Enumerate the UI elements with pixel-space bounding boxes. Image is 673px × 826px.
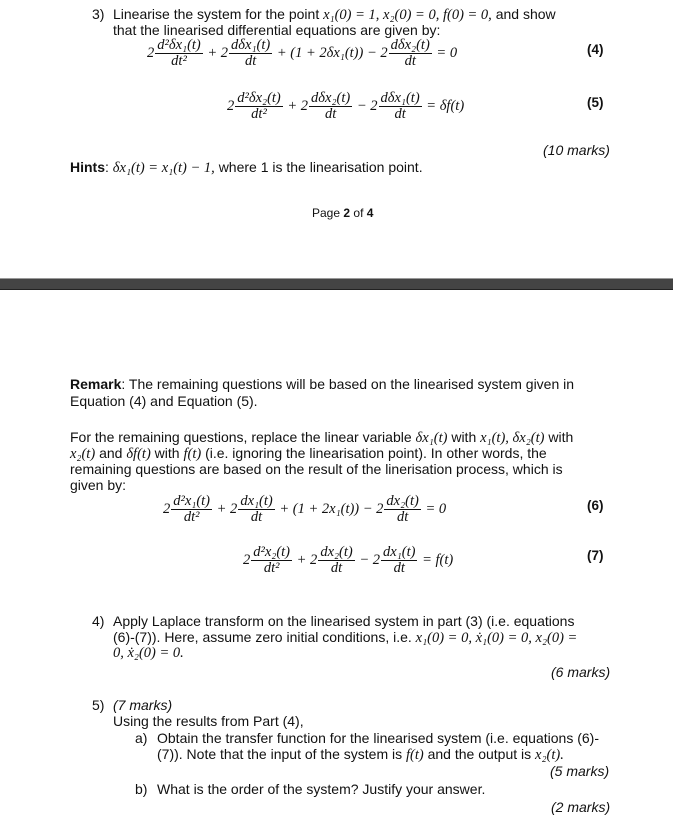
q5a-line2: [157, 746, 564, 764]
hint-math: δx₁(t) = x₁(t) − 1,: [112, 160, 215, 176]
equation-6: [163, 494, 446, 525]
para-l1c: with: [548, 429, 574, 445]
eq7-rhs: = f(t): [422, 551, 454, 568]
q5-intro: Using the results from Part (4),: [113, 713, 304, 729]
q5a-line2-text2: and the output is: [427, 746, 532, 762]
eq5-frac1-den: dt²: [251, 106, 267, 122]
eq6-rhs: = 0: [425, 500, 447, 517]
eq5-frac3-den: dt: [394, 106, 406, 122]
eq4-frac3-den: dt: [404, 53, 416, 69]
equation-4: [147, 38, 457, 69]
eq6-frac3-num: dx₂(t): [386, 493, 419, 509]
q5b-label: b): [135, 781, 148, 797]
eq7-frac1-num: d²x₂(t): [253, 544, 291, 560]
eq5-coef2: + 2: [287, 97, 309, 114]
q5-number: 5): [92, 697, 105, 713]
page-prefix: Page: [312, 206, 341, 220]
eq7-coef2: + 2: [296, 551, 318, 568]
eq6-frac2: [238, 494, 274, 525]
equation-5: [227, 91, 464, 122]
eq4-frac1-num: d²δx₁(t): [157, 37, 201, 53]
equation-7-number: (7): [587, 548, 604, 563]
eq7-frac2-num: dx₂(t): [320, 544, 353, 560]
page-number: [312, 205, 373, 222]
para-l2-math2: δf(t): [126, 446, 151, 462]
eq6-frac2-den: dt: [250, 509, 263, 525]
para-l1a: For the remaining questions, replace the linear variable: [70, 429, 412, 445]
para-l2-math1: x₂(t): [70, 446, 96, 462]
q3-line1-end: and show: [495, 6, 556, 22]
eq4-frac1-den: dt²: [171, 53, 187, 69]
para-line3: remaining questions are based on the result of the linerisation process, which is: [70, 461, 563, 477]
eq4-coef1: 2: [147, 44, 155, 61]
q4-number: 4): [92, 613, 105, 629]
remark-line1: [70, 376, 574, 393]
eq7-frac1-den: dt²: [263, 560, 280, 576]
remark-line2: Equation (4) and Equation (5).: [70, 393, 258, 409]
eq4-rhs: = 0: [436, 44, 458, 61]
q3-number: 3): [92, 6, 105, 22]
eq6-coef2: + 2: [216, 500, 238, 517]
eq5-rhs: = δf(t): [426, 97, 465, 114]
page-divider: [0, 278, 673, 290]
eq5-frac3: [379, 91, 422, 122]
eq7-frac3-den: dt: [393, 560, 405, 576]
para-l1-math1: δx₁(t): [415, 430, 448, 446]
q3-line2: that the linearised differential equations are given by:: [113, 22, 441, 38]
eq4-frac2: [229, 38, 272, 69]
eq6-frac1-num: d²x₁(t): [173, 493, 211, 509]
q5b-text: What is the order of the system? Justify your answer.: [157, 781, 486, 797]
eq4-frac3-num: dδx₂(t): [390, 37, 430, 53]
eq7-frac2-den: dt: [330, 560, 343, 576]
eq6-frac2-num: dx₁(t): [240, 493, 273, 509]
eq5-coef3: − 2: [356, 97, 378, 114]
hint-text: where 1 is the linearisation point.: [218, 159, 423, 175]
page-total: 4: [366, 206, 374, 220]
q5a-line1: Obtain the transfer function for the linearised system (i.e. equations (6)-: [157, 730, 599, 746]
eq7-frac1: [251, 545, 292, 576]
para-l2-math3: f(t): [183, 446, 202, 462]
eq6-frac1-den: dt²: [183, 509, 200, 525]
eq6-frac3: [384, 494, 420, 525]
q5b-marks: (2 marks): [551, 799, 611, 815]
q3-marks: (10 marks): [543, 142, 610, 158]
page-current: 2: [343, 206, 351, 220]
eq4-middle: + (1 + 2δx₁(t)) − 2: [276, 44, 388, 61]
q4-marks: (6 marks): [551, 664, 611, 680]
para-l2c: (i.e. ignoring the linearisation point). In other words, the: [205, 445, 547, 461]
equation-4-number: (4): [587, 42, 604, 57]
remark-label: Remark: [70, 376, 122, 392]
q3-line1-text: Linearise the system for the point: [113, 6, 320, 22]
q4-line2-math: x₁(0) = 0, ẋ₁(0) = 0, x₂(0) =: [415, 630, 578, 646]
eq5-frac2-den: dt: [324, 106, 337, 122]
eq5-frac1-num: d²δx₂(t): [237, 90, 281, 106]
q4-line2-text: (6)-(7)). Here, assume zero initial conditions, i.e.: [113, 629, 412, 645]
equation-5-number: (5): [587, 95, 604, 110]
eq5-frac2: [309, 91, 352, 122]
eq7-coef1: 2: [243, 551, 251, 568]
eq7-frac3-num: dx₁(t): [383, 544, 416, 560]
q5a-marks: (5 marks): [550, 763, 610, 779]
eq4-frac1: [155, 38, 203, 69]
eq5-frac3-num: dδx₁(t): [380, 90, 420, 106]
q4-line3: 0, ẋ₂(0) = 0.: [113, 645, 184, 661]
equation-7: [243, 545, 453, 576]
q3-line1-math: x₁(0) = 1, x₂(0) = 0, f(0) = 0,: [323, 7, 492, 23]
para-l1-math2: x₁(t), δx₂(t): [480, 430, 545, 446]
q5-marks-head: (7 marks): [113, 697, 173, 713]
q5a-line2-text1: (7)). Note that the input of the system is: [157, 746, 403, 762]
eq6-frac1: [171, 494, 212, 525]
q5a-line2-math1: f(t): [406, 747, 424, 763]
para-line4: given by:: [70, 477, 127, 493]
para-l2b: with: [154, 445, 180, 461]
eq4-frac2-den: dt: [244, 53, 257, 69]
q5a-line2-math2: x₂(t).: [535, 747, 564, 763]
remark-text1: : The remaining questions will be based on the linearised system given in: [121, 376, 575, 392]
q4-line1: Apply Laplace transform on the linearised system in part (3) (i.e. equations: [113, 613, 575, 629]
para-l2a: and: [99, 445, 123, 461]
eq4-frac2-num: dδx₁(t): [231, 37, 271, 53]
eq5-frac2-num: dδx₂(t): [311, 90, 351, 106]
eq7-coef3: − 2: [359, 551, 381, 568]
eq5-frac1: [235, 91, 283, 122]
eq4-coef2: + 2: [207, 44, 229, 61]
para-l1b: with: [451, 429, 477, 445]
eq6-frac3-den: dt: [396, 509, 409, 525]
eq6-middle: + (1 + 2x₁(t)) − 2: [279, 500, 384, 517]
equation-6-number: (6): [587, 498, 604, 513]
eq5-coef1: 2: [227, 97, 235, 114]
eq6-coef1: 2: [163, 500, 171, 517]
eq7-frac3: [381, 545, 417, 576]
eq4-frac3: [389, 38, 432, 69]
q5a-label: a): [135, 730, 148, 746]
hint-label: Hints: [70, 159, 105, 175]
q3-hint: Hints: δx₁(t) = x₁(t) − 1, where 1 is the linearisation point.: [70, 159, 423, 176]
page-of: of: [353, 206, 364, 220]
eq7-frac2: [318, 545, 354, 576]
